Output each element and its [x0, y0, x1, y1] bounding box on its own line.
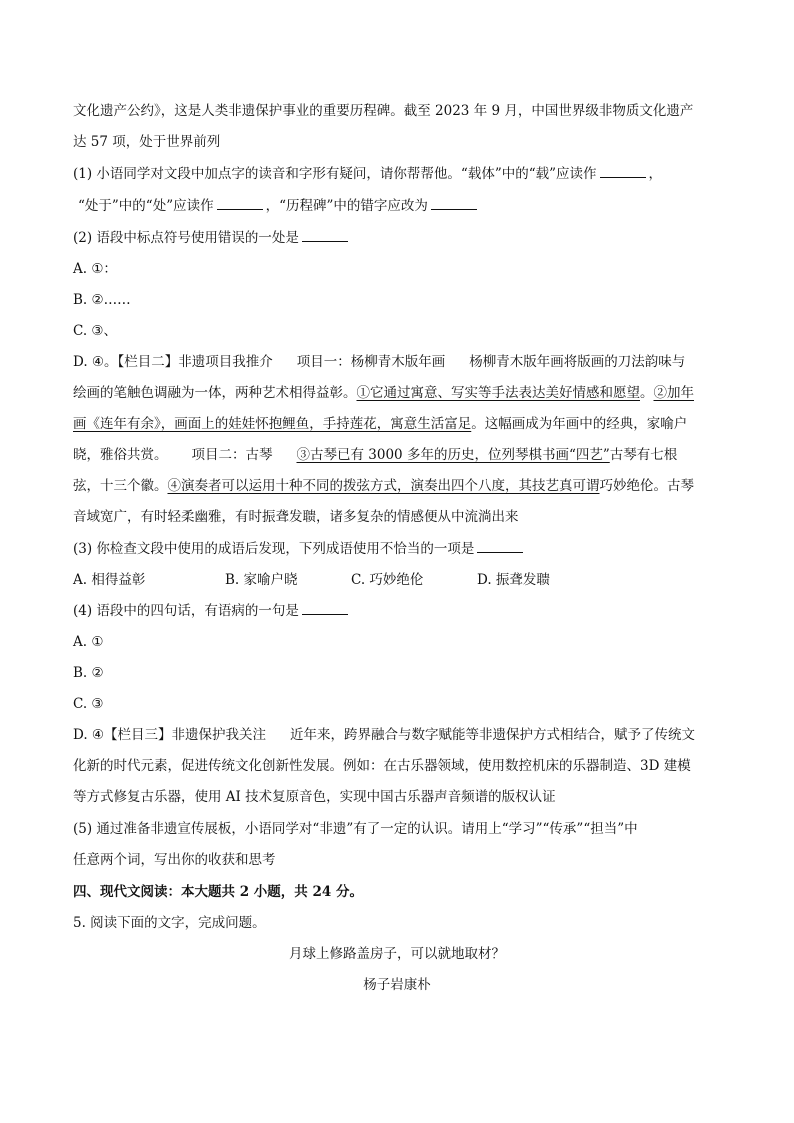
paragraph-line — [73, 383, 723, 403]
paragraph-line — [73, 414, 723, 434]
text: 晓，雅俗共赏。 — [73, 447, 168, 463]
question-text: ， — [648, 166, 663, 182]
paragraph-line: 文化遗产公约》，这是人类非遗保护事业的重要历程碑。截至 2023 年 9 月，中国世界级非物质文化遗产 — [73, 103, 694, 119]
question-5: (5) 通过准备非遗宣传展板，小语同学对“非遗”有了一定的认识。请用上“学习”“传承”“担当”中 — [73, 821, 638, 837]
question-text: ，“历程碑”中的错字应改为 — [265, 198, 428, 214]
article-title: 月球上修路盖房子，可以就地取材？ — [289, 946, 505, 962]
question-text: (4) 语段中的四句话，有语病的一句是 — [73, 603, 299, 619]
option-a: A. ①： — [73, 261, 117, 277]
paragraph-line: 音域宽广，有时轻柔幽雅，有时振聋发聩，诸多复杂的情感便从中流淌出来 — [73, 509, 519, 525]
option-a: A. ① — [73, 634, 104, 650]
text: 项目一：杨柳青木版年画 — [296, 354, 446, 370]
option-c: C. ③、 — [73, 323, 118, 339]
underlined-sentence: ③古琴已有 3000 多年的历史，位列琴棋书画“四艺” — [296, 447, 610, 463]
paragraph-line — [73, 352, 723, 372]
text: 古琴有七根 — [609, 447, 678, 463]
text: 。这幅画成为年画中的经典，家喻户 — [471, 416, 688, 432]
question-2 — [73, 228, 723, 248]
option-c: C. ③ — [73, 696, 104, 712]
question-text: (1) 小语同学对文段中加点字的读音和字形有疑问，请你帮帮他。“载体”中的“载”应读作 — [73, 166, 597, 182]
options-row — [73, 570, 723, 590]
paragraph-line — [73, 725, 723, 745]
option-b: B. 家喻户晓 — [225, 572, 298, 588]
text: 杨柳青木版年画将版画的刀法韵味与 — [469, 354, 686, 370]
question-heading: 5. 阅读下面的文字，完成问题。 — [73, 915, 266, 931]
answer-blank — [477, 540, 523, 553]
answer-blank — [217, 197, 263, 210]
text: 绘画的笔触色调融为一体，两种艺术相得益彰。 — [73, 385, 357, 401]
text: 巧妙绝伦。古琴 — [599, 478, 694, 494]
option-a: A. 相得益彰 — [73, 572, 146, 588]
option-c: C. 巧妙绝伦 — [351, 572, 424, 588]
underlined-sentence: ①它通过寓意、写实等手法表达美好情感和愿望 — [356, 385, 640, 401]
question-4 — [73, 601, 723, 621]
text: D. ④【栏目三】非遗保护我关注 — [73, 727, 267, 743]
answer-blank — [600, 165, 646, 178]
question-5-cont: 任意两个词，写出你的收获和思考 — [73, 852, 276, 868]
paragraph-line: 等方式修复古乐器，使用 AI 技术复原音色，实现中国古乐器声音频谱的版权认证 — [73, 789, 556, 805]
underlined-sentence: ②加年 — [653, 385, 694, 401]
paragraph-line — [73, 476, 723, 496]
question-text: “处于”中的“处”应读作 — [78, 198, 214, 214]
option-d: D. 振聋发聩 — [477, 572, 550, 588]
paragraph-line — [73, 445, 723, 465]
text: D. ④。【栏目二】非遗项目我推介 — [73, 354, 273, 370]
answer-blank — [302, 602, 348, 615]
option-b: B. ② — [73, 665, 104, 681]
answer-blank — [302, 229, 348, 242]
underlined-sentence: ④演奏者可以运用十种不同的拨弦方式，演奏出四个八度，其技艺真可谓 — [167, 478, 600, 494]
option-b: B. ②…… — [73, 292, 131, 308]
article-author: 杨子岩康朴 — [363, 977, 431, 993]
text: 近年来，跨界融合与数字赋能等非遗保护方式相结合，赋予了传统文 — [290, 727, 696, 743]
question-1-cont — [78, 196, 728, 216]
question-1 — [73, 164, 723, 184]
underlined-sentence: 画《连年有余》，画面上的娃娃怀抱鲤鱼，手持莲花，寓意生活富足 — [73, 416, 472, 432]
section-heading: 四、现代文阅读：本大题共 2 小题，共 24 分。 — [73, 884, 363, 900]
question-text: (2) 语段中标点符号使用错误的一处是 — [73, 230, 299, 246]
text: 弦，十三个徽。 — [73, 478, 168, 494]
question-3 — [73, 539, 723, 559]
text: 项目二：古琴 — [191, 447, 273, 463]
text: 。 — [640, 385, 654, 401]
paragraph-line: 达 57 项，处于世界前列 — [73, 134, 221, 150]
answer-blank — [431, 197, 477, 210]
paragraph-line: 化新的时代元素，促进传统文化创新性发展。例如：在古乐器领域，使用数控机床的乐器制造、3D 建模 — [73, 758, 691, 774]
question-text: (3) 你检查文段中使用的成语后发现，下列成语使用不恰当的一项是 — [73, 541, 475, 557]
